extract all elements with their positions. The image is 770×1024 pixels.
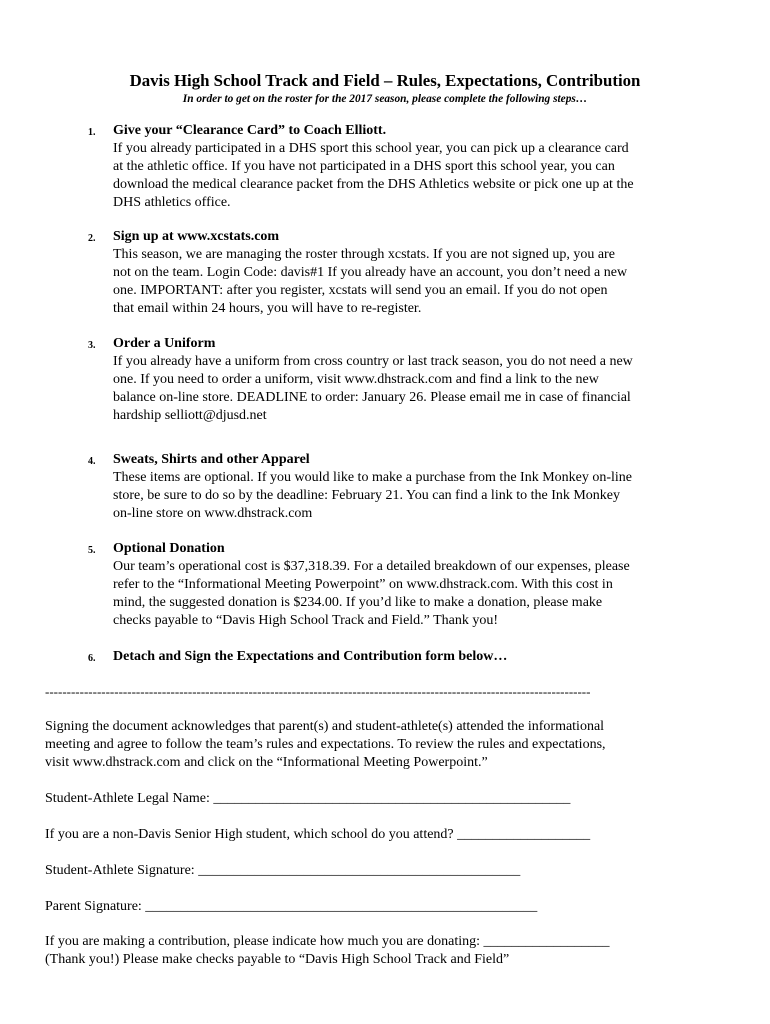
page-title: Davis High School Track and Field – Rules, Expectations, Contribution	[129, 71, 641, 90]
step-text-line: download the medical clearance packet from the DHS Athletics website or pick one up at the	[113, 177, 634, 192]
athlete-signature-field[interactable]: Student-Athlete Signature: ______________________________________________	[45, 863, 521, 878]
step-number: 6.	[88, 653, 96, 664]
step-heading: Give your “Clearance Card” to Coach Elliott.	[113, 123, 387, 138]
step-number: 5.	[88, 545, 96, 556]
step-text-line: hardship selliott@djusd.net	[113, 408, 267, 423]
acknowledgement-line: visit www.dhstrack.com and click on the “Informational Meeting Powerpoint.”	[45, 755, 488, 770]
step-text-line: Our team’s operational cost is $37,318.39. For a detailed breakdown of our expenses, please	[113, 559, 630, 574]
step-text-line: If you already have a uniform from cross country or last track season, you do not need a new	[113, 354, 633, 369]
step-text-line: that email within 24 hours, you will have to re-register.	[113, 301, 422, 316]
step-heading: Detach and Sign the Expectations and Contribution form below…	[113, 649, 508, 664]
step-text-line: DHS athletics office.	[113, 195, 231, 210]
step-text-line: If you already participated in a DHS sport this school year, you can pick up a clearance card	[113, 141, 629, 156]
step-number: 2.	[88, 233, 96, 244]
step-number: 3.	[88, 340, 96, 351]
step-heading: Optional Donation	[113, 541, 225, 556]
step-text-line: checks payable to “Davis High School Track and Field.” Thank you!	[113, 613, 499, 628]
step-text-line: This season, we are managing the roster through xcstats. If you are not signed up, you are	[113, 247, 615, 262]
page-subtitle: In order to get on the roster for the 2017 season, please complete the following steps…	[182, 93, 588, 105]
thank-you-note: (Thank you!) Please make checks payable to “Davis High School Track and Field”	[45, 952, 510, 967]
step-number: 4.	[88, 456, 96, 467]
step-text-line: refer to the “Informational Meeting Powerpoint” on www.dhstrack.com. With this cost in	[113, 577, 613, 592]
step-text-line: These items are optional. If you would like to make a purchase from the Ink Monkey on-line	[113, 470, 633, 485]
acknowledgement-line: meeting and agree to follow the team’s rules and expectations. To review the rules and expectations,	[45, 737, 606, 752]
step-text-line: on-line store on www.dhstrack.com	[113, 506, 313, 521]
step-heading: Sweats, Shirts and other Apparel	[113, 452, 310, 467]
legal-name-field[interactable]: Student-Athlete Legal Name: ___________________________________________________	[45, 791, 571, 806]
detach-divider: ------------------------------------------------------------------------------------------------------------------------------	[45, 684, 591, 699]
step-heading: Sign up at www.xcstats.com	[113, 229, 280, 244]
school-field[interactable]: If you are a non-Davis Senior High student, which school do you attend? ___________________	[45, 827, 591, 842]
step-text-line: balance on-line store. DEADLINE to order: January 26. Please email me in case of financial	[113, 390, 631, 405]
step-text-line: store, be sure to do so by the deadline: February 21. You can find a link to the Ink Monkey	[113, 488, 621, 503]
step-heading: Order a Uniform	[113, 336, 216, 351]
acknowledgement-line: Signing the document acknowledges that parent(s) and student-athlete(s) attended the informational	[45, 719, 605, 734]
parent-signature-field[interactable]: Parent Signature: ________________________________________________________	[45, 899, 538, 914]
step-text-line: one. IMPORTANT: after you register, xcstats will send you an email. If you do not open	[113, 283, 608, 298]
step-text-line: at the athletic office. If you have not participated in a DHS sport this school year, you can	[113, 159, 615, 174]
step-text-line: not on the team. Login Code: davis#1 If you already have an account, you don’t need a new	[113, 265, 628, 280]
step-text-line: one. If you need to order a uniform, visit www.dhstrack.com and find a link to the new	[113, 372, 599, 387]
step-text-line: mind, the suggested donation is $234.00. If you’d like to make a donation, please make	[113, 595, 603, 610]
contribution-field[interactable]: If you are making a contribution, please indicate how much you are donating: __________________	[45, 934, 610, 949]
step-number: 1.	[88, 127, 96, 138]
